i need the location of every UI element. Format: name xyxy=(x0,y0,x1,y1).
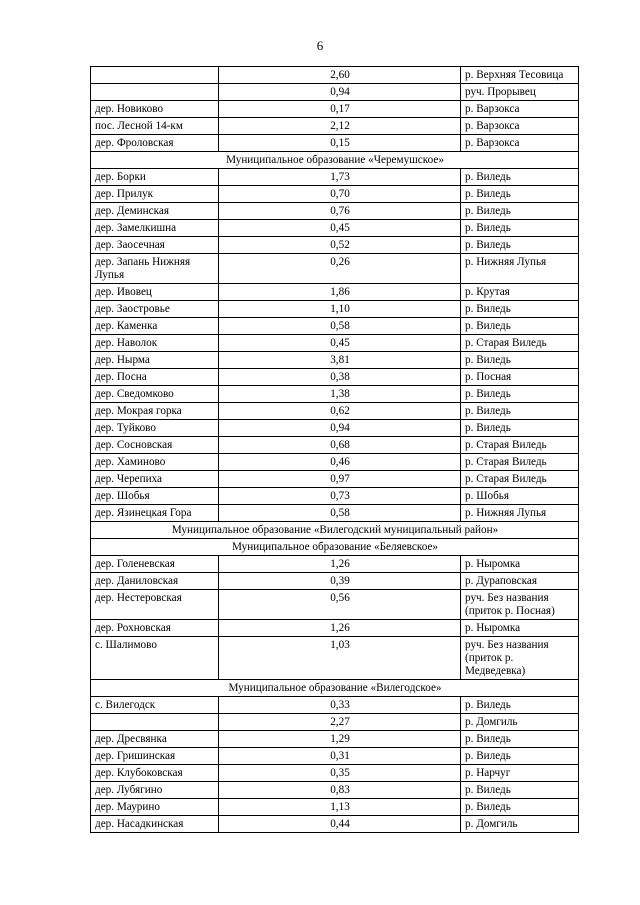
section-header-row xyxy=(91,522,579,539)
table-row xyxy=(91,186,579,203)
table-row xyxy=(91,118,579,135)
table-row xyxy=(91,454,579,471)
river-cell: р. Старая Виледь xyxy=(461,471,579,488)
value-cell: 0,45 xyxy=(219,220,461,237)
river-cell: р. Виледь xyxy=(461,203,579,220)
table-row xyxy=(91,84,579,101)
settlement-cell: дер. Борки xyxy=(91,169,219,186)
value-cell: 0,83 xyxy=(219,782,461,799)
table-row xyxy=(91,765,579,782)
value-cell: 0,35 xyxy=(219,765,461,782)
table-row xyxy=(91,505,579,522)
settlement-cell: дер. Посна xyxy=(91,369,219,386)
section-title: Муниципальное образование «Вилегодское» xyxy=(91,680,579,697)
value-cell: 1,03 xyxy=(219,637,461,680)
value-cell: 0,46 xyxy=(219,454,461,471)
river-cell: р. Виледь xyxy=(461,301,579,318)
section-header-row xyxy=(91,680,579,697)
table-row xyxy=(91,101,579,118)
settlement-cell: дер. Сведомково xyxy=(91,386,219,403)
settlement-cell: дер. Заосечная xyxy=(91,237,219,254)
table-row xyxy=(91,799,579,816)
value-cell: 0,94 xyxy=(219,84,461,101)
table-row xyxy=(91,620,579,637)
value-cell: 0,15 xyxy=(219,135,461,152)
table-row xyxy=(91,335,579,352)
section-header-row xyxy=(91,152,579,169)
value-cell: 1,29 xyxy=(219,731,461,748)
settlement-cell: дер. Фроловская xyxy=(91,135,219,152)
section-title: Муниципальное образование «Беляевское» xyxy=(91,539,579,556)
settlement-cell: дер. Прилук xyxy=(91,186,219,203)
river-cell: р. Виледь xyxy=(461,420,579,437)
table-row xyxy=(91,403,579,420)
settlement-cell: дер. Ивовец xyxy=(91,284,219,301)
settlement-river-table xyxy=(90,66,579,833)
table-row xyxy=(91,573,579,590)
table-row xyxy=(91,437,579,454)
value-cell: 1,13 xyxy=(219,799,461,816)
table-row xyxy=(91,369,579,386)
settlement-cell: дер. Язинецкая Гора xyxy=(91,505,219,522)
table-row xyxy=(91,748,579,765)
value-cell: 0,17 xyxy=(219,101,461,118)
river-cell: р. Виледь xyxy=(461,220,579,237)
table-row xyxy=(91,637,579,680)
river-cell: р. Варзокса xyxy=(461,101,579,118)
value-cell: 0,68 xyxy=(219,437,461,454)
value-cell: 0,26 xyxy=(219,254,461,284)
river-cell: р. Верхняя Тесовица xyxy=(461,67,579,84)
table-row xyxy=(91,697,579,714)
river-cell: р. Нарчуг xyxy=(461,765,579,782)
river-cell: руч. Без названия (приток р. Медведевка) xyxy=(461,637,579,680)
settlement-cell xyxy=(91,84,219,101)
settlement-cell: дер. Дресвянка xyxy=(91,731,219,748)
page-number: 6 xyxy=(316,38,324,53)
settlement-cell: дер. Запань Нижняя Лупья xyxy=(91,254,219,284)
settlement-cell: дер. Замелкишна xyxy=(91,220,219,237)
table-row xyxy=(91,471,579,488)
settlement-cell: дер. Насадкинская xyxy=(91,816,219,833)
table-row xyxy=(91,67,579,84)
river-cell: р. Виледь xyxy=(461,731,579,748)
value-cell: 2,60 xyxy=(219,67,461,84)
value-cell: 0,31 xyxy=(219,748,461,765)
river-cell: р. Виледь xyxy=(461,169,579,186)
river-cell: р. Виледь xyxy=(461,799,579,816)
river-cell: р. Виледь xyxy=(461,318,579,335)
river-cell: р. Старая Виледь xyxy=(461,335,579,352)
settlement-cell: дер. Лубягино xyxy=(91,782,219,799)
river-cell: р. Виледь xyxy=(461,386,579,403)
value-cell: 0,56 xyxy=(219,590,461,620)
river-cell: р. Шобья xyxy=(461,488,579,505)
table-row xyxy=(91,420,579,437)
river-cell: р. Ныромка xyxy=(461,620,579,637)
table-row xyxy=(91,135,579,152)
river-cell: р. Виледь xyxy=(461,748,579,765)
value-cell: 0,58 xyxy=(219,505,461,522)
river-cell: р. Крутая xyxy=(461,284,579,301)
settlement-cell: пос. Лесной 14-км xyxy=(91,118,219,135)
settlement-cell: дер. Даниловская xyxy=(91,573,219,590)
settlement-cell: дер. Сосновская xyxy=(91,437,219,454)
settlement-cell: дер. Наволок xyxy=(91,335,219,352)
settlement-cell: дер. Черепиха xyxy=(91,471,219,488)
table-body xyxy=(91,67,579,833)
settlement-cell: с. Вилегодск xyxy=(91,697,219,714)
table-row xyxy=(91,731,579,748)
settlement-cell: дер. Шобья xyxy=(91,488,219,505)
settlement-cell xyxy=(91,714,219,731)
value-cell: 2,12 xyxy=(219,118,461,135)
value-cell: 0,62 xyxy=(219,403,461,420)
river-cell: р. Старая Виледь xyxy=(461,454,579,471)
river-cell: р. Дураповская xyxy=(461,573,579,590)
table-row xyxy=(91,203,579,220)
value-cell: 0,97 xyxy=(219,471,461,488)
river-cell: р. Виледь xyxy=(461,697,579,714)
river-cell: р. Домгиль xyxy=(461,714,579,731)
settlement-cell xyxy=(91,67,219,84)
river-cell: руч. Без названия (приток р. Посная) xyxy=(461,590,579,620)
river-cell: р. Варзокса xyxy=(461,118,579,135)
table-row xyxy=(91,254,579,284)
value-cell: 1,38 xyxy=(219,386,461,403)
settlement-cell: дер. Заостровье xyxy=(91,301,219,318)
value-cell: 0,76 xyxy=(219,203,461,220)
table-row xyxy=(91,284,579,301)
river-cell: р. Виледь xyxy=(461,352,579,369)
value-cell: 1,73 xyxy=(219,169,461,186)
table-row xyxy=(91,590,579,620)
settlement-cell: дер. Нырма xyxy=(91,352,219,369)
value-cell: 0,33 xyxy=(219,697,461,714)
value-cell: 0,45 xyxy=(219,335,461,352)
settlement-cell: с. Шалимово xyxy=(91,637,219,680)
table-row xyxy=(91,301,579,318)
value-cell: 0,38 xyxy=(219,369,461,386)
river-cell: руч. Прорывец xyxy=(461,84,579,101)
table-row xyxy=(91,220,579,237)
river-cell: р. Виледь xyxy=(461,782,579,799)
river-cell: р. Нижняя Лупья xyxy=(461,254,579,284)
table-row xyxy=(91,386,579,403)
value-cell: 2,27 xyxy=(219,714,461,731)
table-row xyxy=(91,782,579,799)
section-header-row xyxy=(91,539,579,556)
table-row xyxy=(91,556,579,573)
river-cell: р. Виледь xyxy=(461,403,579,420)
river-cell: р. Нижняя Лупья xyxy=(461,505,579,522)
section-title: Муниципальное образование «Черемушское» xyxy=(91,152,579,169)
river-cell: р. Домгиль xyxy=(461,816,579,833)
table-row xyxy=(91,318,579,335)
settlement-cell: дер. Гришинская xyxy=(91,748,219,765)
settlement-cell: дер. Хаминово xyxy=(91,454,219,471)
settlement-cell: дер. Каменка xyxy=(91,318,219,335)
table-row xyxy=(91,169,579,186)
river-cell: р. Посная xyxy=(461,369,579,386)
value-cell: 3,81 xyxy=(219,352,461,369)
table-row xyxy=(91,352,579,369)
settlement-cell: дер. Клубоковская xyxy=(91,765,219,782)
river-cell: р. Виледь xyxy=(461,237,579,254)
value-cell: 0,52 xyxy=(219,237,461,254)
section-title: Муниципальное образование «Вилегодский муниципальный район» xyxy=(91,522,579,539)
table-row xyxy=(91,816,579,833)
settlement-cell: дер. Новиково xyxy=(91,101,219,118)
value-cell: 0,44 xyxy=(219,816,461,833)
settlement-cell: дер. Туйково xyxy=(91,420,219,437)
value-cell: 1,86 xyxy=(219,284,461,301)
settlement-cell: дер. Мокрая горка xyxy=(91,403,219,420)
table-row xyxy=(91,237,579,254)
settlement-cell: дер. Деминская xyxy=(91,203,219,220)
settlement-cell: дер. Рохновская xyxy=(91,620,219,637)
value-cell: 0,39 xyxy=(219,573,461,590)
river-cell: р. Варзокса xyxy=(461,135,579,152)
value-cell: 0,73 xyxy=(219,488,461,505)
value-cell: 1,10 xyxy=(219,301,461,318)
value-cell: 1,26 xyxy=(219,620,461,637)
value-cell: 0,58 xyxy=(219,318,461,335)
table-row xyxy=(91,714,579,731)
river-cell: р. Виледь xyxy=(461,186,579,203)
settlement-cell: дер. Маурино xyxy=(91,799,219,816)
table-row xyxy=(91,488,579,505)
river-cell: р. Ныромка xyxy=(461,556,579,573)
value-cell: 0,70 xyxy=(219,186,461,203)
river-cell: р. Старая Виледь xyxy=(461,437,579,454)
settlement-cell: дер. Голеневская xyxy=(91,556,219,573)
value-cell: 1,26 xyxy=(219,556,461,573)
settlement-cell: дер. Нестеровская xyxy=(91,590,219,620)
value-cell: 0,94 xyxy=(219,420,461,437)
